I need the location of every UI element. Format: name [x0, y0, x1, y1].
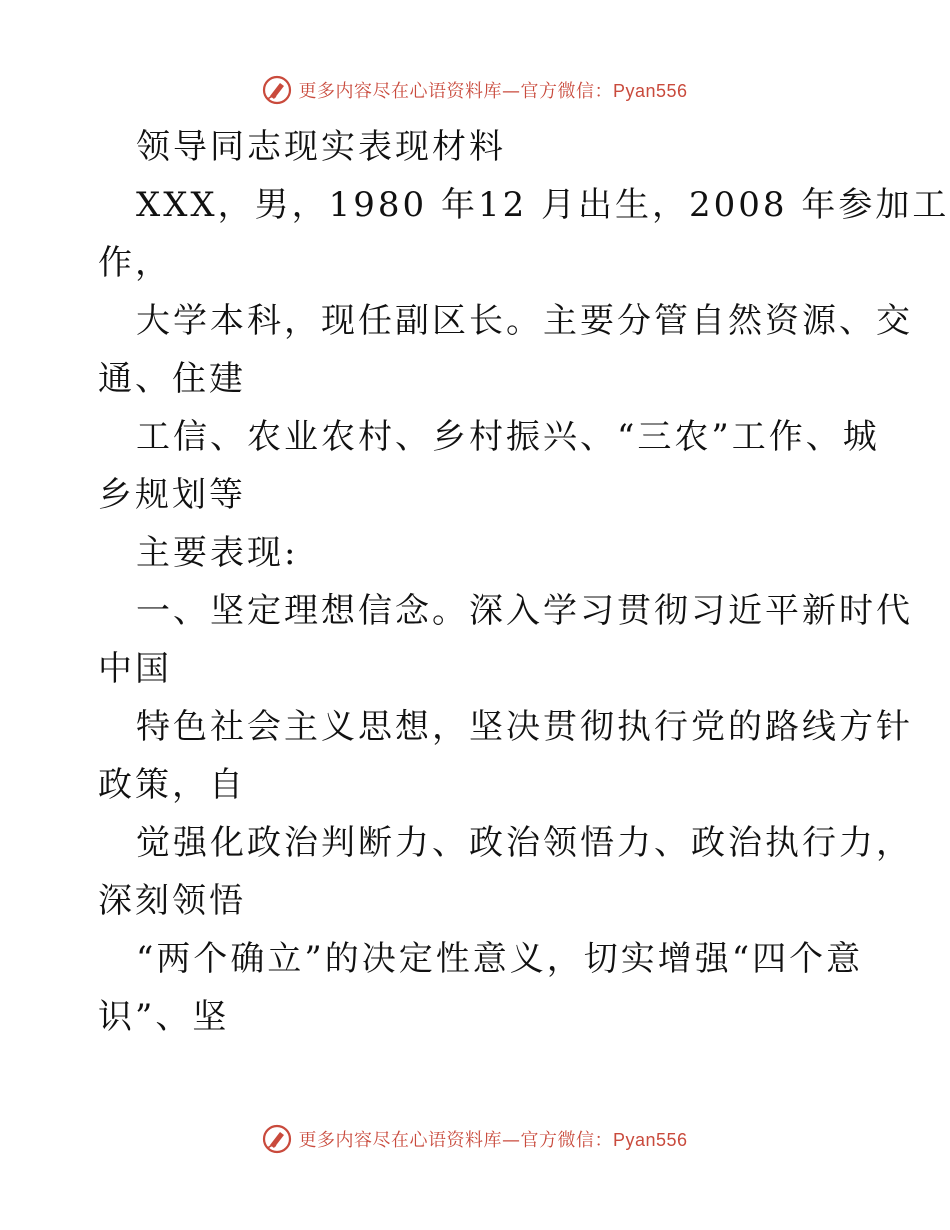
- paragraph-line: 大学本科，现任副区长。主要分管自然资源、交: [136, 301, 913, 341]
- paragraph-line: 一、坚定理想信念。深入学习贯彻习近平新时代: [136, 591, 913, 631]
- document-body: [98, 118, 950, 1046]
- watermark-wechat-label: 官方微信：: [520, 81, 613, 102]
- watermark-site: 更多内容尽在心语资料库: [298, 81, 502, 102]
- watermark-site: 更多内容尽在心语资料库: [298, 1130, 502, 1151]
- paragraph-line: 觉强化政治判断力、政治领悟力、政治执行力，: [136, 823, 913, 863]
- pen-logo-icon: [262, 1124, 292, 1154]
- paragraph-line: 乡规划等: [98, 475, 246, 515]
- paragraph-line: 特色社会主义思想，坚决贯彻执行党的路线方针: [136, 707, 913, 747]
- paragraph-line: “两个确立”的决定性意义，切实增强“四个意: [136, 939, 864, 979]
- watermark-text: [298, 1126, 687, 1152]
- paragraph-line: 工信、农业农村、乡村振兴、“三农”工作、城: [136, 417, 880, 457]
- watermark-wechat-id: Pyan556: [612, 81, 688, 101]
- document-title: 领导同志现实表现材料: [136, 127, 506, 167]
- paragraph-line: XXX，男，1980 年12 月出生，2008 年参加工: [136, 185, 950, 225]
- paragraph-line: 作，: [98, 243, 172, 283]
- paragraph-line: 政策，自: [98, 765, 246, 805]
- watermark-separator: —: [501, 1130, 521, 1151]
- watermark-wechat-id: Pyan556: [612, 1130, 688, 1150]
- paragraph-line: 中国: [98, 649, 172, 689]
- paragraph-line: 识”、坚: [98, 997, 230, 1037]
- footer-watermark: [0, 1119, 950, 1159]
- paragraph-line: 通、住建: [98, 359, 246, 399]
- watermark-separator: —: [501, 81, 521, 102]
- watermark-text: [298, 77, 687, 103]
- paragraph-line: 深刻领悟: [98, 881, 246, 921]
- watermark-wechat-label: 官方微信：: [520, 1130, 613, 1151]
- section-heading: 主要表现:: [136, 533, 299, 573]
- header-watermark: [0, 70, 950, 110]
- pen-logo-icon: [262, 75, 292, 105]
